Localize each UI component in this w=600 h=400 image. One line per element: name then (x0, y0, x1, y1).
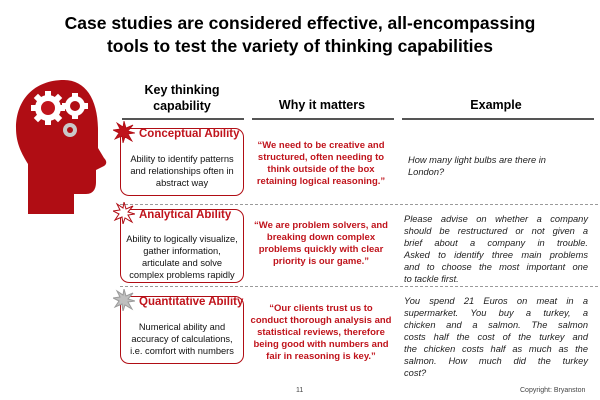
title-line-2: tools to test the variety of thinking capabilities (106, 36, 494, 56)
card-desc-line: articulate and solve (141, 258, 223, 268)
page-title (20, 12, 580, 58)
quote-line: fair in reasoning is key.” (266, 351, 376, 362)
example-line: chicken and a salmon. The salmon (404, 320, 588, 330)
quote-line: statistical reviews, therefore (257, 327, 385, 338)
card-title: Conceptual Ability (139, 128, 240, 140)
example-line: Asked to identify three main problems (404, 250, 588, 260)
capability-card-analytical (120, 209, 244, 283)
column-header-why: Why it matters (278, 98, 366, 112)
quote-line: breaking down complex (266, 232, 376, 243)
gear-icon (31, 91, 65, 125)
card-desc-line: gather information, (143, 246, 221, 256)
star-burst-icon (113, 121, 135, 143)
column-header-capability (122, 82, 242, 114)
gear-icon (63, 123, 77, 137)
example-quantitative (404, 295, 588, 379)
example-line: brief about a company in trouble. (404, 238, 588, 248)
why-quote-conceptual (250, 140, 392, 188)
quote-line: being good with numbers and (253, 339, 389, 350)
example-line: You spend 21 Euros on meat in a (404, 296, 588, 306)
quote-line: “We need to be creative and (257, 140, 385, 151)
header-rule (402, 118, 594, 120)
page-number: 11 (296, 387, 304, 394)
card-title: Quantitative Ability (139, 296, 244, 308)
quote-line: “Our clients trust us to (269, 303, 373, 314)
example-line: should be restructured or not given a (404, 226, 588, 236)
card-description (125, 233, 239, 281)
card-description (125, 153, 239, 189)
row-divider (120, 204, 598, 205)
card-desc-line: and relationships often in (130, 166, 234, 176)
row-divider (120, 286, 598, 287)
card-description (125, 321, 239, 357)
card-desc-line: complex problems rapidly (129, 270, 235, 280)
why-quote-analytical (250, 220, 392, 268)
capability-card-conceptual (120, 128, 244, 196)
example-line: the chicken costs half as much as the (404, 344, 588, 354)
star-burst-icon (113, 202, 135, 224)
example-analytical (404, 213, 588, 285)
column-header-capability-line1: Key thinking (144, 83, 220, 97)
example-line: How many light bulbs are there in (408, 155, 546, 165)
quote-line: problems quickly with clear (258, 244, 384, 255)
star-burst-icon (113, 289, 135, 311)
title-line-1: Case studies are considered effective, all-encompassing (64, 13, 536, 33)
header-rule (252, 118, 394, 120)
header-rule (122, 118, 244, 120)
quote-line: priority is our game.” (272, 256, 370, 267)
quote-line: “We are problem solvers, and (254, 220, 388, 231)
card-desc-line: abstract way (155, 178, 209, 188)
quote-line: retaining logical reasoning.” (256, 176, 386, 187)
example-line: salmon. How much did the turkey (404, 356, 588, 366)
quote-line: think outside of the box (267, 164, 375, 175)
example-conceptual (404, 154, 588, 178)
capability-card-quantitative (120, 296, 244, 364)
example-line: London? (408, 167, 445, 177)
card-desc-line: Numerical ability and (138, 322, 226, 332)
example-line: and to choose the most important one (404, 262, 588, 272)
example-line: costs half the cost of the turkey and (404, 332, 588, 342)
example-line: to tackle first. (404, 274, 459, 284)
card-desc-line: Ability to logically visualize, (126, 234, 238, 244)
card-desc-line: Ability to identify patterns (130, 154, 234, 164)
card-desc-line: accuracy of calculations, (131, 334, 233, 344)
card-desc-line: i.e. comfort with numbers (130, 346, 234, 356)
column-header-capability-line2: capability (153, 99, 211, 113)
example-line: cost? (404, 368, 427, 378)
example-line: Please advise on whether a company (404, 214, 588, 224)
quote-line: structured, often needing to (257, 152, 385, 163)
copyright-text: Copyright: Bryanston (520, 387, 586, 394)
quote-line: conduct thorough analysis and (250, 315, 392, 326)
head-silhouette-icon (12, 78, 112, 218)
column-header-example: Example (470, 98, 522, 112)
card-title: Analytical Ability (139, 209, 232, 221)
why-quote-quantitative (250, 303, 392, 363)
example-line: supermarket. You buy a turkey, a (404, 308, 588, 318)
